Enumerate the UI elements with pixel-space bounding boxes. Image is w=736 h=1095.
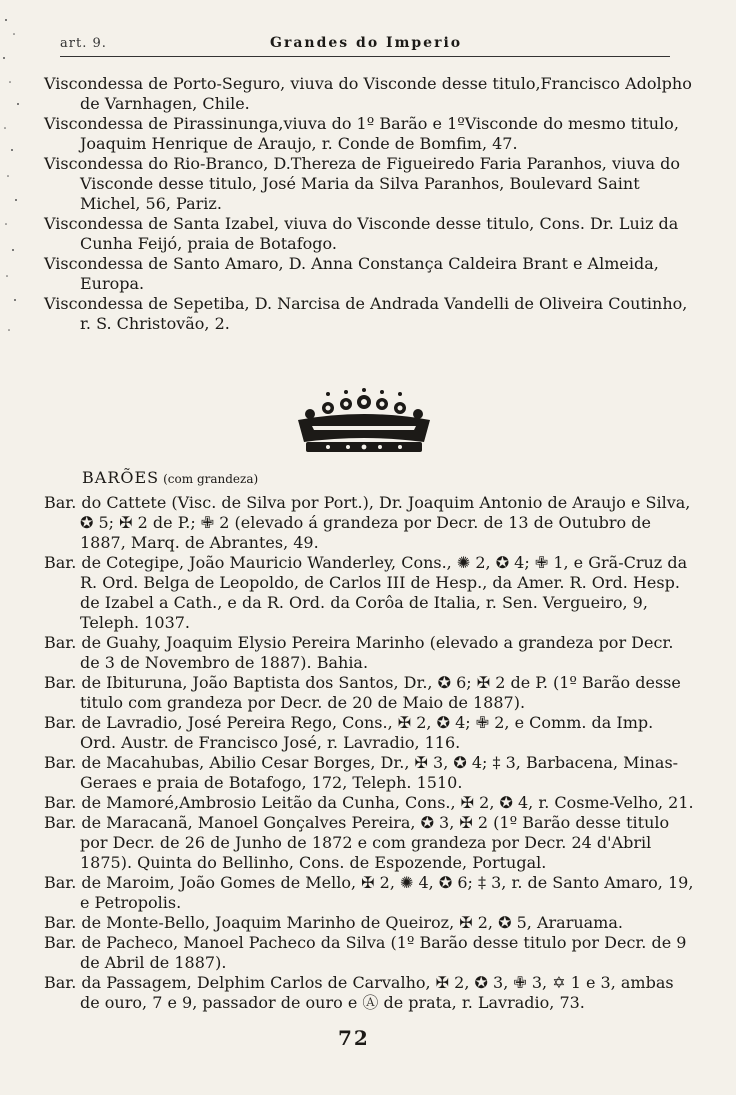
list-item: Bar. de Mamoré,Ambrosio Leitão da Cunha, Cons., ✠ 2, ✪ 4, r. Cosme-Velho, 21. (44, 793, 694, 812)
list-item: Bar. de Maroim, João Gomes de Mello, ✠ 2, ✺ 4, ✪ 6; ‡ 3, r. de Santo Amaro, 19, e Petropolis. (44, 873, 694, 912)
list-item: Bar. de Cotegipe, João Mauricio Wanderley, Cons., ✺ 2, ✪ 4; ✙ 1, e Grã-Cruz da R. Ord. Belga de Leopoldo, de Carlos III de Hesp., da Amer. R. Ord. Hesp. de Izabel a Cath., e da R. Ord. da Corôa de Italia, r. Sen. Vergueiro, 9, Teleph. 1037. (44, 553, 688, 632)
section-subtitle: (com grandeza) (163, 472, 259, 486)
list-item: Bar. de Guahy, Joaquim Elysio Pereira Marinho (elevado a grandeza por Decr. de 3 de Novembro de 1887). Bahia. (44, 633, 674, 672)
list-item: Viscondessa de Pirassinunga,viuva do 1º Barão e 1ºVisconde do mesmo titulo, Joaquim Henrique de Araujo, r. Conde de Bomfim, 47. (44, 114, 679, 153)
section-title: BARÕES (82, 468, 160, 487)
list-item: Viscondessa de Santo Amaro, D. Anna Constança Caldeira Brant e Almeida, Europa. (44, 254, 659, 293)
list-item: Bar. de Macahubas, Abilio Cesar Borges, Dr., ✠ 3, ✪ 4; ‡ 3, Barbacena, Minas-Geraes e praia de Botafogo, 172, Teleph. 1510. (44, 753, 679, 792)
header-article-ref: art. 9. (60, 36, 107, 51)
viscondessas-list (44, 74, 694, 334)
list-item: Bar. de Pacheco, Manoel Pacheco da Silva (1º Barão desse titulo por Decr. de 9 de Abril de 1887). (44, 933, 687, 972)
list-item: Viscondessa de Santa Izabel, viuva do Visconde desse titulo, Cons. Dr. Luiz da Cunha Feijó, praia de Botafogo. (44, 214, 679, 253)
list-item: Bar. de Maracanã, Manoel Gonçalves Pereira, ✪ 3, ✠ 2 (1º Barão desse titulo por Decr. de 26 de Junho de 1872 e com grandeza por Decr. 24 d'Abril 1875). Quinta do Bellinho, Cons. de Espozende, Portugal. (44, 813, 670, 872)
page-number: 72 (338, 1026, 370, 1050)
list-item: Bar. de Lavradio, José Pereira Rego, Cons., ✠ 2, ✪ 4; ✙ 2, e Comm. da Imp. Ord. Austr. de Francisco José, r. Lavradio, 116. (44, 713, 654, 752)
list-item: Bar. de Monte-Bello, Joaquim Marinho de Queiroz, ✠ 2, ✪ 5, Araruama. (44, 913, 623, 932)
baronial-crown-ornament (288, 386, 440, 460)
list-item: Viscondessa do Rio-Branco, D.Thereza de Figueiredo Faria Paranhos, viuva do Visconde desse titulo, José Maria da Silva Paranhos, Boulevard Saint Michel, 56, Pariz. (44, 154, 680, 213)
section-heading (82, 468, 258, 487)
running-header (60, 36, 670, 57)
list-item: Bar. do Cattete (Visc. de Silva por Port.), Dr. Joaquim Antonio de Araujo e Silva, ✪ 5; ✠ 2 de P.; ✙ 2 (elevado á grandeza por Decr. de 13 de Outubro de 1887, Marq. de Abrantes, 49. (44, 493, 691, 552)
list-item: Bar. da Passagem, Delphim Carlos de Carvalho, ✠ 2, ✪ 3, ✙ 3, ✡ 1 e 3, ambas de ouro, 7 e 9, passador de ouro e Ⓐ de prata, r. Lavradio, 73. (44, 973, 674, 1012)
margin-speckles (0, 0, 30, 360)
header-title: Grandes do Imperio (270, 35, 463, 51)
list-item: Bar. de Ibituruna, João Baptista dos Santos, Dr., ✪ 6; ✠ 2 de P. (1º Barão desse titulo com grandeza por Decr. de 20 de Maio de 1887). (44, 673, 681, 712)
list-item: Viscondessa de Porto-Seguro, viuva do Visconde desse titulo,Francisco Adolpho de Varnhagen, Chile. (44, 74, 692, 113)
list-item: Viscondessa de Sepetiba, D. Narcisa de Andrada Vandelli de Oliveira Coutinho, r. S. Christovão, 2. (44, 294, 688, 333)
baroes-list (44, 493, 694, 1013)
